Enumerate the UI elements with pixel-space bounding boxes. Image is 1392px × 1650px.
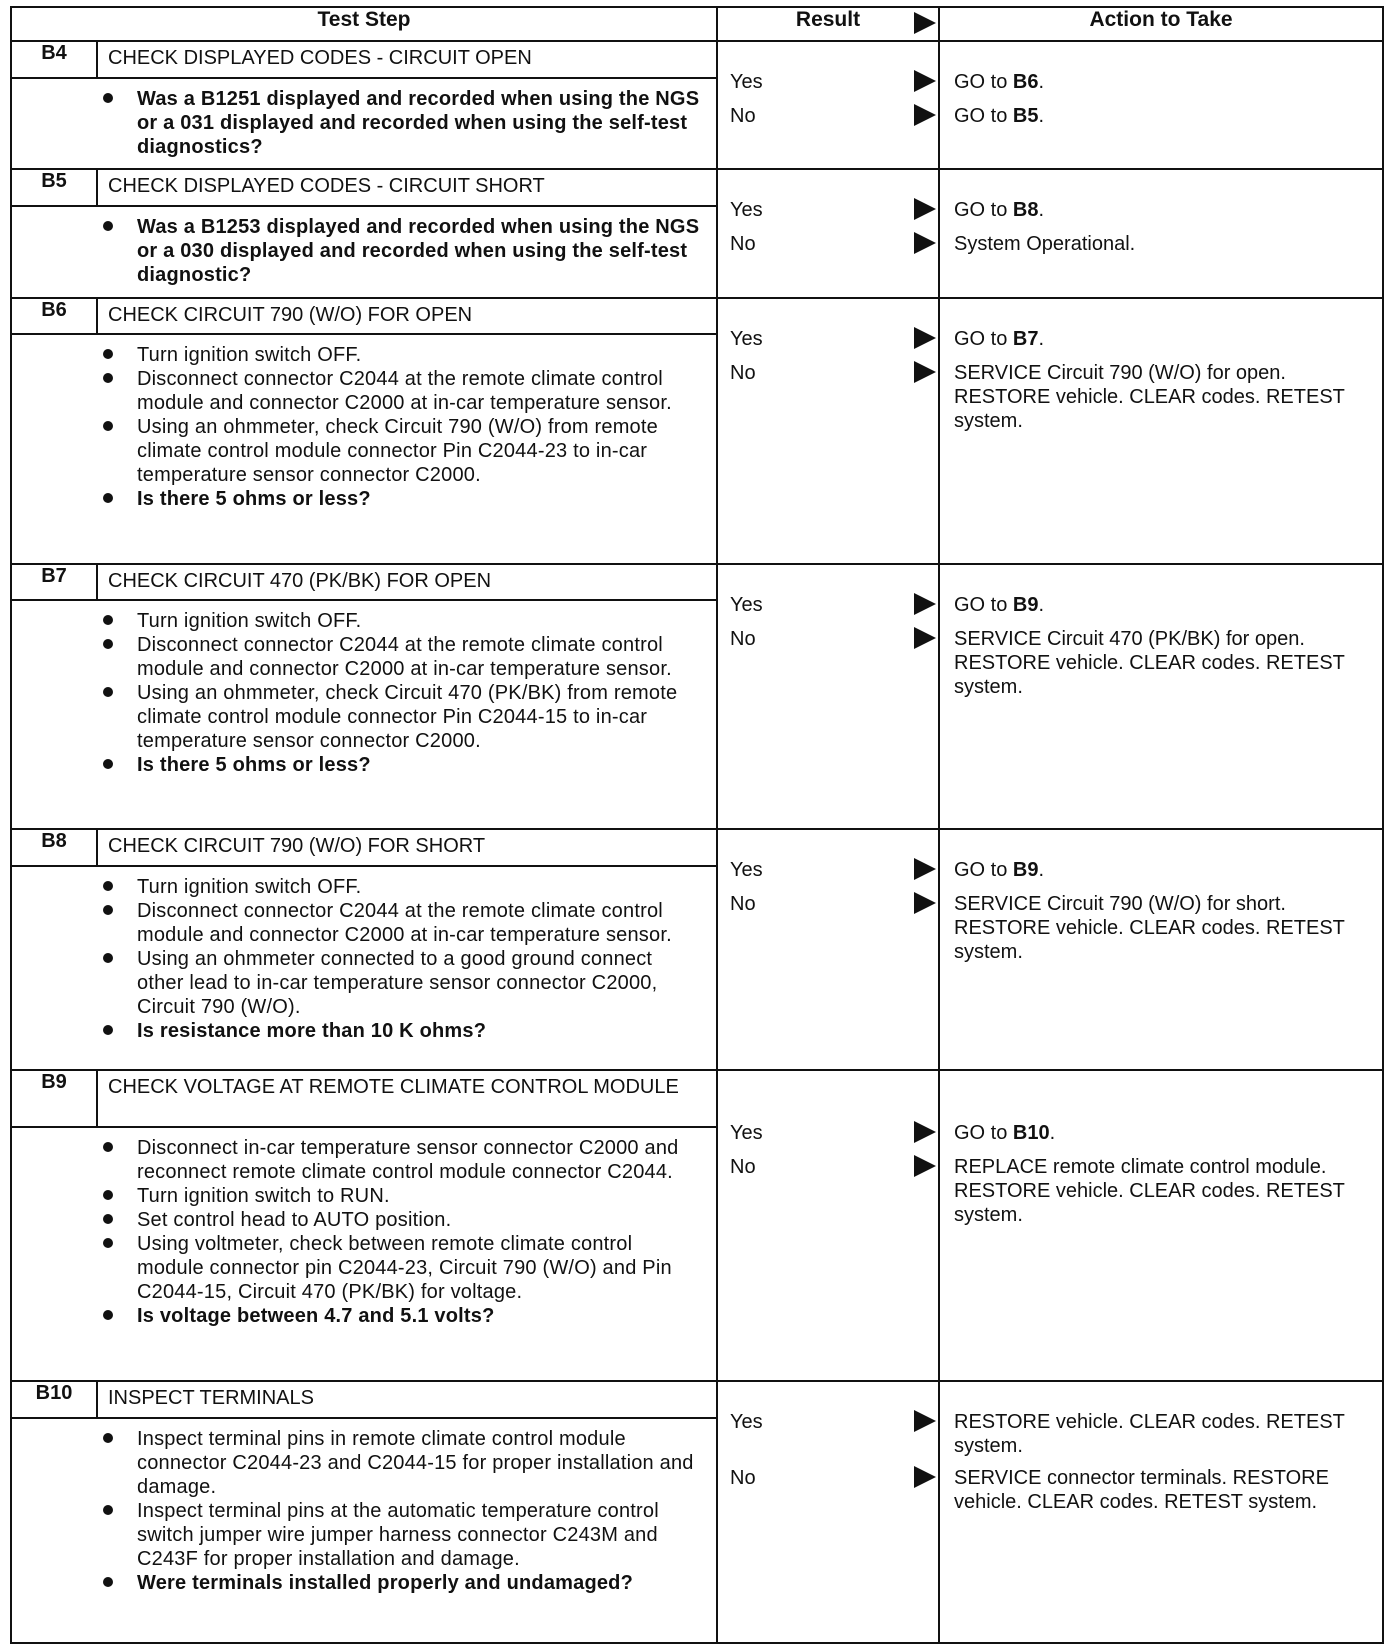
instruction-item	[97, 633, 702, 681]
instruction-list	[97, 875, 702, 1043]
instruction-text: Turn ignition switch OFF.	[137, 875, 362, 898]
action-wrap	[940, 1382, 1382, 1630]
action-text: SERVICE Circuit 790 (W/O) for open. RESTORE vehicle. CLEAR codes. RETEST system.	[954, 361, 1345, 432]
instruction-item	[97, 899, 702, 947]
instruction-item	[97, 367, 702, 415]
instruction-text: Inspect terminal pins in remote climate control module connector C2044-23 and C2044-15 for proper installation and damage.	[137, 1427, 694, 1498]
result-label: Yes	[730, 859, 763, 882]
header-result-label: Result	[795, 8, 861, 31]
action-text: GO to	[954, 199, 1013, 222]
step-id-blank	[11, 866, 97, 1070]
action-cell	[939, 1381, 1383, 1643]
bullet-icon	[103, 349, 113, 359]
step-instructions	[97, 866, 717, 1070]
bullet-icon	[103, 1310, 113, 1320]
instruction-item	[97, 1136, 702, 1184]
header-action: Action to Take	[939, 7, 1383, 41]
instruction-text: Inspect terminal pins at the automatic temperature control switch jumper wire jumper harness connector C243M and C243F for proper installation and damage.	[137, 1499, 659, 1570]
step-instructions	[97, 206, 717, 298]
step-title-row-b10	[11, 1381, 1383, 1418]
step-id-blank	[11, 1418, 97, 1643]
action-suffix: .	[1038, 199, 1045, 222]
bullet-icon	[103, 905, 113, 915]
instruction-item	[97, 343, 702, 367]
action-yes	[954, 70, 1376, 94]
question-item	[97, 215, 702, 287]
arrow-right-icon	[914, 858, 936, 880]
step-id: B4	[11, 41, 97, 78]
step-instructions	[97, 1127, 717, 1381]
instruction-text: Using an ohmmeter, check Circuit 470 (PK/BK) from remote climate control module connector Pin C2044-15 to in-car temperature sensor connector C2000.	[137, 682, 678, 753]
question-item	[97, 87, 702, 159]
step-instructions	[97, 334, 717, 563]
step-title: CHECK DISPLAYED CODES - CIRCUIT SHORT	[97, 169, 717, 206]
action-text: System Operational.	[954, 233, 1136, 256]
header-test-step: Test Step	[11, 7, 717, 41]
bullet-icon	[103, 1190, 113, 1200]
instruction-text: Turn ignition switch to RUN.	[137, 1185, 390, 1208]
action-text: GO to	[954, 327, 1013, 350]
arrow-right-icon	[914, 198, 936, 220]
action-suffix: .	[1049, 1122, 1056, 1145]
step-title-row-b6	[11, 298, 1383, 335]
step-title: CHECK CIRCUIT 470 (PK/BK) FOR OPEN	[97, 564, 717, 601]
bullet-icon	[103, 1577, 113, 1587]
action-text: GO to	[954, 859, 1013, 882]
result-yes	[730, 327, 938, 351]
action-step-ref: B8	[1012, 199, 1039, 222]
step-title-row-b9	[11, 1070, 1383, 1127]
step-instructions	[97, 78, 717, 170]
action-cell	[939, 298, 1383, 564]
action-text: RESTORE vehicle. CLEAR codes. RETEST system.	[954, 1411, 1345, 1458]
step-id: B5	[11, 169, 97, 206]
instruction-text: Was a B1251 displayed and recorded when using the NGS or a 031 displayed and recorded when using the self-test diagnostics?	[137, 87, 700, 158]
instruction-item	[97, 415, 702, 487]
instruction-text: Set control head to AUTO position.	[137, 1209, 452, 1232]
action-cell	[939, 169, 1383, 297]
step-id-blank	[11, 1127, 97, 1381]
action-yes	[954, 1410, 1376, 1458]
arrow-right-icon	[914, 627, 936, 649]
arrow-right-icon	[914, 232, 936, 254]
bullet-icon	[103, 881, 113, 891]
instruction-text: Disconnect connector C2044 at the remote climate control module and connector C2000 at in-car temperature sensor.	[137, 634, 672, 681]
step-id: B7	[11, 564, 97, 601]
step-id: B8	[11, 829, 97, 866]
arrow-right-icon	[914, 892, 936, 914]
bullet-icon	[103, 373, 113, 383]
bullet-icon	[103, 421, 113, 431]
action-no	[954, 232, 1376, 256]
action-step-ref: B6	[1012, 71, 1039, 93]
result-wrap	[718, 170, 938, 284]
step-title: CHECK DISPLAYED CODES - CIRCUIT OPEN	[97, 41, 717, 78]
step-title-row-b7	[11, 564, 1383, 601]
action-cell	[939, 41, 1383, 169]
instruction-item	[97, 1427, 702, 1499]
header-result	[717, 7, 939, 41]
result-cell	[717, 829, 939, 1070]
bullet-icon	[103, 1505, 113, 1515]
question-item	[97, 1019, 702, 1043]
result-wrap	[718, 1382, 938, 1630]
header-row	[11, 7, 1383, 41]
instruction-list	[97, 87, 702, 159]
step-id-blank	[11, 334, 97, 563]
bullet-icon	[103, 953, 113, 963]
action-step-ref: B9	[1012, 859, 1039, 882]
result-label: No	[730, 233, 756, 256]
step-id-blank	[11, 600, 97, 829]
result-cell	[717, 41, 939, 169]
bullet-icon	[103, 221, 113, 231]
question-item	[97, 753, 702, 777]
question-item	[97, 1571, 702, 1595]
result-label: No	[730, 627, 756, 650]
step-title-row-b5	[11, 169, 1383, 206]
instruction-list	[97, 215, 702, 287]
instruction-text: Turn ignition switch OFF.	[137, 610, 362, 633]
action-wrap	[940, 1071, 1382, 1367]
action-no	[954, 892, 1376, 964]
question-item	[97, 1304, 702, 1328]
instruction-item	[97, 947, 702, 1019]
action-no	[954, 1155, 1376, 1227]
action-no	[954, 627, 1376, 699]
bullet-icon	[103, 1238, 113, 1248]
arrow-right-icon	[914, 12, 936, 34]
instruction-item	[97, 875, 702, 899]
arrow-right-icon	[914, 1121, 936, 1143]
action-yes	[954, 593, 1376, 617]
action-suffix: .	[1038, 105, 1045, 127]
instruction-text: Using voltmeter, check between remote climate control module connector pin C2044-23, Circuit 790 (W/O) and Pin C2044-15, Circuit 470 (PK/BK) for voltage.	[137, 1233, 672, 1304]
arrow-right-icon	[914, 1155, 936, 1177]
instruction-item	[97, 1208, 702, 1232]
instruction-item	[97, 609, 702, 633]
result-label: Yes	[730, 71, 763, 93]
instruction-list	[97, 609, 702, 777]
result-no	[730, 232, 938, 256]
bullet-icon	[103, 639, 113, 649]
result-yes	[730, 1410, 938, 1434]
action-text: SERVICE connector terminals. RESTORE vehicle. CLEAR codes. RETEST system.	[954, 1467, 1329, 1514]
step-id: B6	[11, 298, 97, 335]
action-text: REPLACE remote climate control module. RESTORE vehicle. CLEAR codes. RETEST system.	[954, 1156, 1345, 1227]
action-text: SERVICE Circuit 470 (PK/BK) for open. RESTORE vehicle. CLEAR codes. RETEST system.	[954, 627, 1345, 698]
arrow-right-icon	[914, 1466, 936, 1488]
action-cell	[939, 1070, 1383, 1381]
action-wrap	[940, 565, 1382, 817]
arrow-right-icon	[914, 593, 936, 615]
step-id-blank	[11, 206, 97, 298]
result-label: No	[730, 1156, 756, 1179]
action-text: SERVICE Circuit 790 (W/O) for short. RESTORE vehicle. CLEAR codes. RETEST system.	[954, 893, 1345, 964]
step-id: B9	[11, 1070, 97, 1127]
result-label: No	[730, 361, 756, 384]
result-yes	[730, 70, 938, 94]
arrow-right-icon	[914, 1410, 936, 1432]
result-no	[730, 1155, 938, 1179]
action-suffix: .	[1038, 71, 1045, 93]
diagnostic-test-sheet	[10, 6, 1382, 1644]
action-wrap	[940, 830, 1382, 1058]
arrow-right-icon	[914, 70, 936, 92]
action-yes	[954, 327, 1376, 351]
instruction-text: Is there 5 ohms or less?	[137, 488, 371, 511]
bullet-icon	[103, 1142, 113, 1152]
action-no	[954, 1466, 1376, 1514]
instruction-text: Were terminals installed properly and undamaged?	[137, 1571, 634, 1594]
action-text: GO to	[954, 71, 1013, 93]
action-step-ref: B7	[1012, 327, 1039, 350]
instruction-list	[97, 1427, 702, 1595]
step-instructions	[97, 1418, 717, 1643]
instruction-text: Is there 5 ohms or less?	[137, 754, 371, 777]
step-title: CHECK CIRCUIT 790 (W/O) FOR SHORT	[97, 829, 717, 866]
action-no	[954, 104, 1376, 128]
step-id: B10	[11, 1381, 97, 1418]
result-label: Yes	[730, 327, 763, 350]
result-label: Yes	[730, 1122, 763, 1145]
step-instructions	[97, 600, 717, 829]
result-label: Yes	[730, 199, 763, 222]
instruction-text: Is voltage between 4.7 and 5.1 volts?	[137, 1305, 495, 1328]
result-label: No	[730, 1467, 756, 1490]
action-no	[954, 361, 1376, 433]
arrow-right-icon	[914, 327, 936, 349]
result-cell	[717, 1070, 939, 1381]
result-yes	[730, 858, 938, 882]
diagnostic-table	[10, 6, 1384, 1644]
bullet-icon	[103, 687, 113, 697]
step-title-row-b4	[11, 41, 1383, 78]
instruction-text: Is resistance more than 10 K ohms?	[137, 1019, 487, 1042]
instruction-item	[97, 1232, 702, 1304]
result-wrap	[718, 830, 938, 1058]
result-no	[730, 892, 938, 916]
result-cell	[717, 1381, 939, 1643]
step-title-row-b8	[11, 829, 1383, 866]
result-yes	[730, 593, 938, 617]
action-step-ref: B9	[1012, 593, 1039, 616]
result-wrap	[718, 1071, 938, 1367]
result-wrap	[718, 42, 938, 154]
result-cell	[717, 564, 939, 830]
instruction-text: Turn ignition switch OFF.	[137, 344, 362, 367]
action-text: GO to	[954, 105, 1013, 127]
result-label: Yes	[730, 593, 763, 616]
action-yes	[954, 198, 1376, 222]
instruction-list	[97, 343, 702, 511]
result-no	[730, 361, 938, 385]
action-suffix: .	[1038, 859, 1045, 882]
instruction-text: Disconnect connector C2044 at the remote climate control module and connector C2000 at in-car temperature sensor.	[137, 368, 672, 415]
result-no	[730, 1466, 938, 1490]
instruction-item	[97, 681, 702, 753]
action-step-ref: B10	[1012, 1122, 1050, 1145]
action-wrap	[940, 170, 1382, 284]
instruction-text: Disconnect in-car temperature sensor connector C2000 and reconnect remote climate control module connector C2044.	[137, 1137, 679, 1184]
action-wrap	[940, 299, 1382, 551]
action-wrap	[940, 42, 1382, 154]
bullet-icon	[103, 1433, 113, 1443]
action-cell	[939, 564, 1383, 830]
result-no	[730, 627, 938, 651]
instruction-text: Was a B1253 displayed and recorded when using the NGS or a 030 displayed and recorded when using the self-test diagnostic?	[137, 215, 700, 286]
bullet-icon	[103, 93, 113, 103]
action-text: GO to	[954, 1122, 1013, 1145]
instruction-item	[97, 1499, 702, 1571]
arrow-right-icon	[914, 104, 936, 126]
action-suffix: .	[1038, 327, 1045, 350]
bullet-icon	[103, 1025, 113, 1035]
step-title: CHECK CIRCUIT 790 (W/O) FOR OPEN	[97, 298, 717, 335]
step-title: CHECK VOLTAGE AT REMOTE CLIMATE CONTROL MODULE	[97, 1070, 717, 1127]
instruction-item	[97, 1184, 702, 1208]
step-title: INSPECT TERMINALS	[97, 1381, 717, 1418]
result-wrap	[718, 565, 938, 817]
bullet-icon	[103, 615, 113, 625]
action-yes	[954, 1121, 1376, 1145]
result-label: Yes	[730, 1411, 763, 1434]
action-yes	[954, 858, 1376, 882]
steps-body	[11, 41, 1383, 1643]
result-label: No	[730, 105, 756, 127]
result-yes	[730, 198, 938, 222]
bullet-icon	[103, 493, 113, 503]
bullet-icon	[103, 1214, 113, 1224]
result-cell	[717, 298, 939, 564]
action-text: GO to	[954, 593, 1013, 616]
step-id-blank	[11, 78, 97, 170]
instruction-text: Using an ohmmeter, check Circuit 790 (W/O) from remote climate control module connector Pin C2044-23 to in-car temperature sensor connector C2000.	[137, 416, 658, 487]
action-step-ref: B5	[1012, 105, 1039, 127]
result-yes	[730, 1121, 938, 1145]
instruction-text: Disconnect connector C2044 at the remote climate control module and connector C2000 at in-car temperature sensor.	[137, 899, 672, 946]
bullet-icon	[103, 759, 113, 769]
result-wrap	[718, 299, 938, 551]
result-cell	[717, 169, 939, 297]
instruction-list	[97, 1136, 702, 1328]
action-suffix: .	[1038, 593, 1045, 616]
action-cell	[939, 829, 1383, 1070]
result-no	[730, 104, 938, 128]
result-label: No	[730, 893, 756, 916]
question-item	[97, 487, 702, 511]
instruction-text: Using an ohmmeter connected to a good ground connect other lead to in-car temperature sensor connector C2000, Circuit 790 (W/O).	[137, 947, 658, 1018]
arrow-right-icon	[914, 361, 936, 383]
